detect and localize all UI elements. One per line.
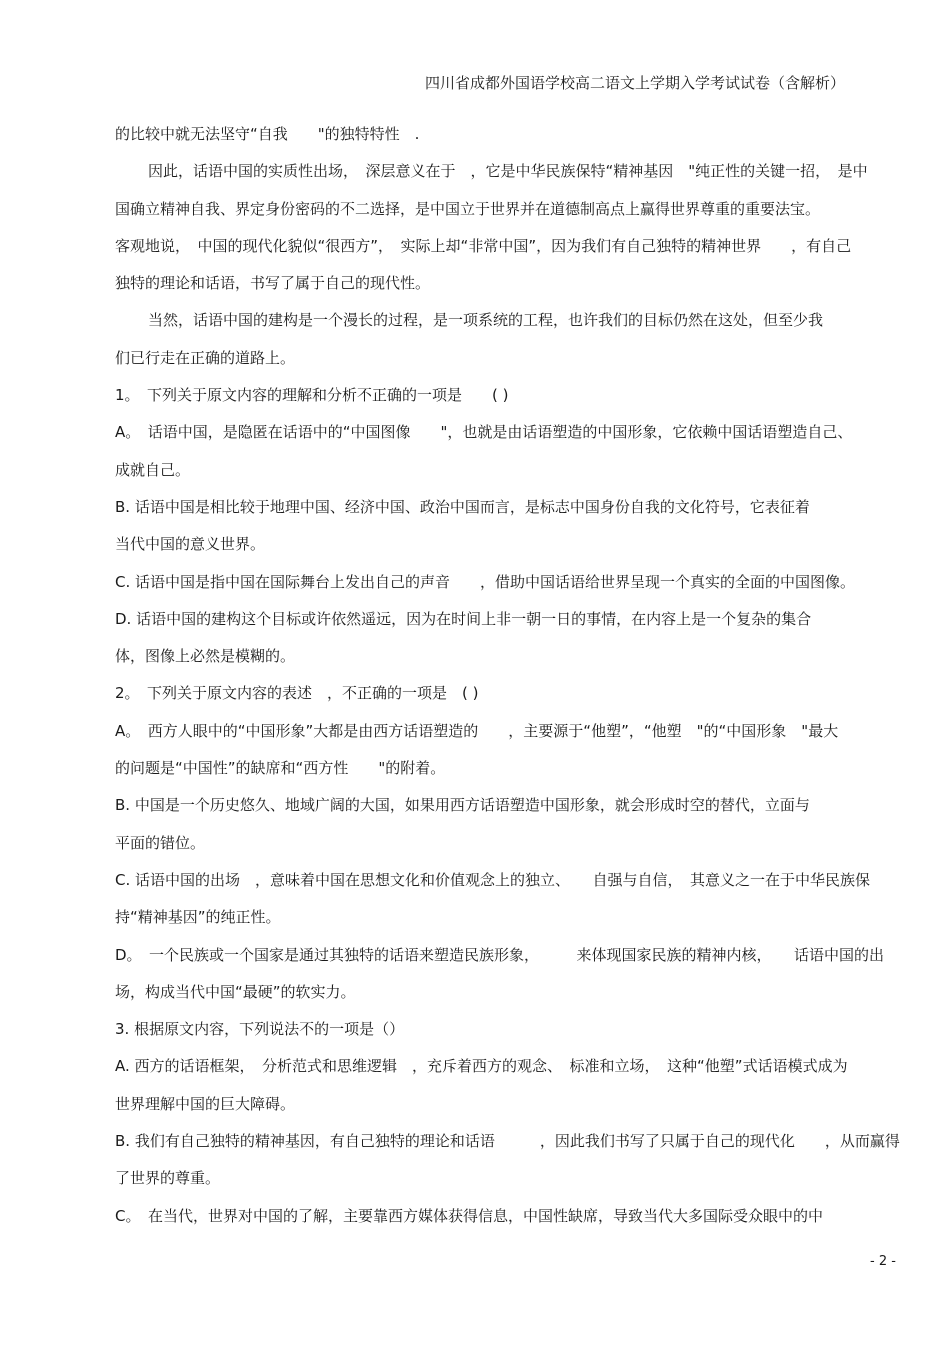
document-body [115, 122, 900, 1241]
text-line: 的比较中就无法坚守“自我 "的独特特性 . [115, 125, 420, 143]
text-line: 因此，话语中国的实质性出场， 深层意义在于 ，它是中华民族保特“精神基因 "纯正性的关键一招， 是中 [148, 162, 868, 181]
question-1-option-a: A。 话语中国，是隐匿在话语中的“中国图像 "，也就是由话语塑造的中国形象，它依赖中国话语塑造自己、 [115, 423, 853, 442]
text-line: 了世界的尊重。 [115, 1169, 221, 1188]
text-line: 国确立精神自我、界定身份密码的不二选择，是中国立于世界并在道德制高点上赢得世界尊重的重要法宝。 [115, 199, 821, 218]
question-3-stem: 3. 根据原文内容，下列说法不的一项是（） [115, 1020, 405, 1039]
question-2-option-b: B. 中国是一个历史悠久、地域广阔的大国，如果用西方话语塑造中国形象，就会形成时空的替代，立面与 [115, 796, 810, 815]
page-number: - 2 - [870, 1254, 896, 1269]
question-3-option-c: C。 在当代，世界对中国的了解，主要靠西方媒体获得信息，中国性缺席，导致当代大多国际受众眼中的中 [115, 1206, 823, 1225]
question-1-option-c: C. 话语中国是指中国在国际舞台上发出自己的声音 ，借助中国话语给世界呈现一个真实的全面的中国图像。 [115, 572, 856, 591]
text-line: 当然，话语中国的建构是一个漫长的过程，是一项系统的工程，也许我们的目标仍然在这处，但至少我 [148, 311, 824, 330]
question-3-option-a: A. 西方的话语框架， 分析范式和思维逻辑 ，充斥着西方的观念、 标准和立场， 这种“他塑”式话语模式成为 [115, 1057, 848, 1076]
text-line: 的问题是“中国性”的缺席和“西方性 "的附着。 [115, 759, 446, 778]
text-line: 持“精神基因”的纯正性。 [115, 908, 281, 927]
page-header-title: 四川省成都外国语学校高二语文上学期入学考试试卷（含解析） [425, 74, 846, 92]
text-line: 当代中国的意义世界。 [115, 535, 266, 554]
text-line: 场，构成当代中国“最硬”的软实力。 [115, 982, 356, 1001]
question-3-option-b: B. 我们有自己独特的精神基因，有自己独特的理论和话语 ，因此我们书写了只属于自己的现代化 ，从而赢得 [115, 1132, 900, 1151]
question-2-option-d: D。 一个民族或一个国家是通过其独特的话语来塑造民族形象， 来体现国家民族的精神内核， 话语中国的出 [115, 945, 885, 964]
text-line: 独特的理论和话语，书写了属于自己的现代性。 [115, 274, 431, 293]
text-line: 客观地说， 中国的现代化貌似“很西方”， 实际上却“非常中国”，因为我们有自己独特的精神世界 ，有自己 [115, 236, 852, 255]
question-1-stem: 1。 下列关于原文内容的理解和分析不正确的一项是 ( ) [115, 386, 509, 405]
text-line: 体，图像上必然是模糊的。 [115, 647, 296, 666]
text-line: 们已行走在正确的道路上。 [115, 348, 296, 367]
text-line: 世界理解中国的巨大障碍。 [115, 1094, 296, 1113]
question-1-option-b: B. 话语中国是相比较于地理中国、经济中国、政治中国而言，是标志中国身份自我的文化符号，它表征着 [115, 497, 810, 516]
question-2-option-a: A。 西方人眼中的“中国形象”大都是由西方话语塑造的 ，主要源于“他塑”，“他塑 "的“中国形象 "最大 [115, 721, 839, 740]
question-1-option-d: D. 话语中国的建构这个目标或许依然遥远，因为在时间上非一朝一日的事情，在内容上是一个复杂的集合 [115, 609, 812, 628]
question-2-option-c: C. 话语中国的出场 ，意味着中国在思想文化和价值观念上的独立、 自强与自信， 其意义之一在于中华民族保 [115, 870, 871, 889]
text-line: 成就自己。 [115, 460, 191, 479]
question-2-stem: 2。 下列关于原文内容的表述 ，不正确的一项是 ( ) [115, 684, 479, 703]
text-line: 平面的错位。 [115, 833, 206, 852]
